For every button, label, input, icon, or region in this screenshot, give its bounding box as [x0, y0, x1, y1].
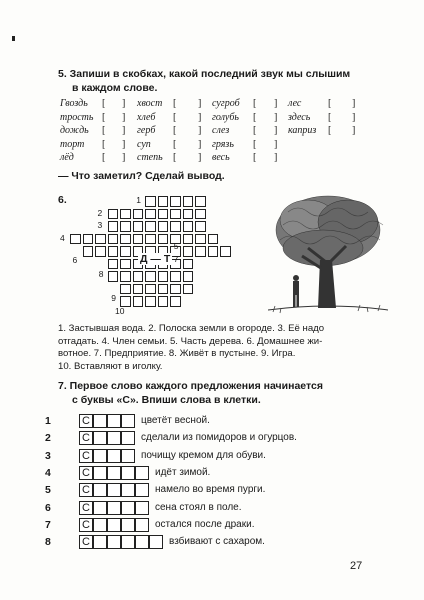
- word-2-1: герб: [137, 125, 156, 136]
- word-1-2: голубь: [212, 111, 239, 123]
- crossword-cell[interactable]: [145, 284, 156, 295]
- crossword-cell[interactable]: [170, 296, 181, 307]
- bracket: [: [173, 98, 177, 109]
- letter-s: С: [82, 501, 90, 514]
- bracket: ]: [198, 98, 202, 109]
- letter-box[interactable]: [107, 518, 121, 532]
- sentence-row: [45, 449, 385, 464]
- crossword-cell[interactable]: [95, 246, 106, 257]
- sentence-number: 5: [45, 484, 51, 497]
- crossword-cell[interactable]: [195, 221, 206, 232]
- word-1-0: трость: [60, 111, 94, 123]
- crossword-number: 3: [97, 220, 103, 230]
- bracket: ]: [198, 111, 202, 123]
- bracket: [: [102, 152, 106, 163]
- letter-box-first[interactable]: [79, 431, 93, 445]
- sentence-text: почищу кремом для обуви.: [141, 449, 266, 461]
- crossword-cell[interactable]: [120, 234, 131, 245]
- crossword-cell[interactable]: [195, 196, 206, 207]
- crossword-cell[interactable]: [120, 221, 131, 232]
- letter-s: С: [82, 415, 90, 427]
- crossword-cell[interactable]: [108, 234, 119, 245]
- crossword-cell[interactable]: [145, 296, 156, 307]
- crossword-cell[interactable]: [170, 271, 181, 282]
- letter-box[interactable]: [107, 501, 121, 515]
- letter-box[interactable]: [135, 501, 149, 515]
- letter-s: С: [82, 449, 90, 462]
- bracket: ]: [198, 125, 202, 136]
- bracket: ]: [352, 125, 356, 136]
- crossword-cell[interactable]: [158, 284, 169, 295]
- bracket: [: [173, 152, 177, 163]
- sentence-number: 8: [45, 536, 51, 549]
- bracket: ]: [122, 138, 126, 150]
- sentence-text: сена стоял в поле.: [155, 501, 242, 513]
- crossword-number: 9: [111, 292, 116, 303]
- crossword-cell[interactable]: [108, 209, 119, 220]
- bracket: [: [328, 111, 332, 123]
- task7-title-line1: 7. Первое слово каждого предложения начинается: [58, 380, 323, 392]
- bracket: ]: [122, 111, 126, 123]
- letter-box[interactable]: [107, 431, 121, 445]
- crossword-number: 2: [97, 207, 103, 218]
- crossword-cell[interactable]: [220, 246, 231, 257]
- letter-box[interactable]: [121, 518, 135, 532]
- sentence-row: [45, 431, 385, 446]
- letter-box[interactable]: [93, 518, 107, 532]
- bracket: ]: [274, 125, 278, 136]
- letter-box[interactable]: [107, 414, 121, 428]
- sentence-text: идёт зимой.: [155, 466, 211, 478]
- letter-box-first[interactable]: [79, 449, 93, 463]
- clue-line: отгадать. 4. Член семьи. 5. Часть дерева. 6. Домашнее жи-: [58, 335, 323, 347]
- bracket: [: [102, 125, 106, 136]
- clue-line: вотное. 7. Предприятие. 8. Живёт в пустыне. 9. Игра.: [58, 348, 296, 359]
- crossword-cell[interactable]: [170, 284, 181, 295]
- bracket: ]: [352, 98, 356, 109]
- letter-box[interactable]: [135, 483, 149, 497]
- word-2-3: каприз: [288, 125, 317, 136]
- crossword-cell[interactable]: [145, 221, 156, 232]
- crossword-cell[interactable]: [133, 209, 144, 220]
- crossword-cell[interactable]: [120, 209, 131, 220]
- word-1-1: хлеб: [137, 111, 156, 123]
- letter-box[interactable]: [107, 535, 121, 549]
- crossword-cell[interactable]: [133, 284, 144, 295]
- bracket: [: [102, 111, 106, 123]
- bracket: ]: [122, 98, 126, 109]
- crossword-cell[interactable]: [195, 246, 206, 257]
- crossword-cell[interactable]: [133, 271, 144, 282]
- crossword-cell[interactable]: [158, 296, 169, 307]
- bracket: [: [253, 138, 257, 150]
- crossword-cell[interactable]: [195, 209, 206, 220]
- crossword-cell[interactable]: [170, 221, 181, 232]
- word-4-0: лёд: [60, 152, 74, 163]
- crossword-cell[interactable]: [158, 196, 169, 207]
- task5-title-line1: 5. Запиши в скобках, какой последний звук мы слышим: [58, 68, 351, 80]
- sentence-text: остался после драки.: [155, 518, 255, 530]
- crossword-cell[interactable]: [108, 271, 119, 282]
- letter-box[interactable]: [107, 483, 121, 497]
- crossword-cell[interactable]: [183, 209, 194, 220]
- sentence-number: 1: [45, 415, 51, 427]
- crossword-cell[interactable]: [158, 209, 169, 220]
- sentence-row: [45, 483, 385, 498]
- bracket: ]: [274, 98, 278, 109]
- crossword-cell[interactable]: [170, 196, 181, 207]
- letter-box-first[interactable]: [79, 535, 93, 549]
- bracket: [: [328, 98, 332, 109]
- crossword-cell[interactable]: [183, 271, 194, 282]
- word-0-0: Гвоздь: [60, 98, 88, 109]
- crossword-cell[interactable]: [120, 259, 131, 270]
- crossword-number: 5: [173, 241, 179, 252]
- word-2-0: дождь: [60, 125, 89, 136]
- letter-box[interactable]: [135, 466, 149, 480]
- crossword-cell[interactable]: [120, 246, 131, 257]
- bracket: ]: [274, 111, 278, 123]
- letter-box-first[interactable]: [79, 466, 93, 480]
- crossword-cell[interactable]: [145, 271, 156, 282]
- sentence-text: сделали из помидоров и огурцов.: [141, 432, 297, 444]
- word-3-0: торт: [60, 138, 85, 150]
- sentence-row: [45, 501, 385, 516]
- bracket: ]: [274, 138, 278, 150]
- crossword-cell[interactable]: [120, 284, 131, 295]
- bracket: [: [253, 98, 257, 109]
- crossword-cell[interactable]: [95, 234, 106, 245]
- task7-title-line2: с буквы «С». Впиши слова в клетки.: [72, 394, 261, 406]
- crossword-cell[interactable]: [145, 234, 156, 245]
- letter-s: С: [82, 466, 90, 479]
- sentence-text: цветёт весной.: [141, 415, 210, 426]
- task6-number: 6.: [58, 194, 67, 206]
- letter-box[interactable]: [121, 466, 135, 480]
- letter-box[interactable]: [121, 449, 135, 463]
- sentence-row: [45, 466, 385, 481]
- crossword-cell[interactable]: [120, 296, 131, 307]
- sentence-number: 7: [45, 518, 51, 531]
- letter-box[interactable]: [93, 466, 107, 480]
- crossword-number: 6: [72, 255, 78, 265]
- crossword-cell[interactable]: [145, 196, 156, 207]
- bracket: [: [102, 138, 106, 150]
- letter-box[interactable]: [121, 414, 135, 428]
- letter-box[interactable]: [107, 449, 121, 463]
- task5-conclusion: — Что заметил? Сделай вывод.: [58, 170, 225, 182]
- crossword-cell[interactable]: [183, 246, 194, 257]
- word-0-2: сугроб: [212, 98, 240, 109]
- clue-line: 1. Застывшая вода. 2. Полоска земли в огороде. 3. Её надо: [58, 323, 325, 334]
- crossword-cell[interactable]: [108, 221, 119, 232]
- crossword-cell[interactable]: [83, 234, 94, 245]
- letter-box[interactable]: [93, 414, 107, 428]
- crossword-cell[interactable]: [183, 196, 194, 207]
- letter-box-first[interactable]: [79, 501, 93, 515]
- crossword-cell[interactable]: [158, 221, 169, 232]
- crossword-cell[interactable]: [208, 246, 219, 257]
- sentence-row: [45, 414, 385, 429]
- word-4-1: степь: [137, 152, 163, 163]
- sentence-number: 2: [45, 432, 51, 445]
- crossword-cell[interactable]: [158, 271, 169, 282]
- sentence-text: намело во время пурги.: [155, 484, 266, 496]
- crossword-cell[interactable]: [133, 296, 144, 307]
- letter-s: С: [82, 536, 90, 549]
- crossword-cell[interactable]: [183, 234, 194, 245]
- crossword-cell[interactable]: [145, 209, 156, 220]
- word-4-2: весь: [212, 152, 230, 163]
- letter-box[interactable]: [93, 483, 107, 497]
- crossword-cell[interactable]: [133, 221, 144, 232]
- crossword-cell[interactable]: [170, 209, 181, 220]
- crossword-cell[interactable]: [133, 234, 144, 245]
- letter-box[interactable]: [121, 483, 135, 497]
- letter-s: С: [82, 518, 90, 531]
- crossword-cell[interactable]: [108, 259, 119, 270]
- bracket: ]: [274, 152, 278, 163]
- bracket: [: [173, 138, 177, 150]
- sentence-row: [45, 535, 385, 550]
- bracket: [: [253, 111, 257, 123]
- task6-clues: [58, 323, 388, 373]
- letter-box[interactable]: [135, 535, 149, 549]
- word-0-3: лес: [288, 98, 302, 109]
- bracket: ]: [198, 138, 202, 150]
- letter-box[interactable]: [121, 501, 135, 515]
- crossword-cell[interactable]: [183, 284, 194, 295]
- bracket: ]: [122, 152, 126, 163]
- letter-box[interactable]: [135, 518, 149, 532]
- letter-box-first[interactable]: [79, 414, 93, 428]
- letter-box[interactable]: [149, 535, 163, 549]
- letter-box[interactable]: [93, 449, 107, 463]
- letter-box[interactable]: [107, 466, 121, 480]
- sentence-row: [45, 518, 385, 533]
- bracket: [: [253, 152, 257, 163]
- letter-box[interactable]: [121, 431, 135, 445]
- letter-s: С: [82, 484, 90, 497]
- crossword-cell[interactable]: [195, 234, 206, 245]
- letter-s: С: [82, 432, 90, 445]
- sentence-number: 3: [45, 449, 51, 462]
- crossword-cell[interactable]: [70, 234, 81, 245]
- task5-title-line2: в каждом слове.: [72, 82, 158, 94]
- page-number: 27: [350, 560, 363, 572]
- bracket: [: [253, 125, 257, 136]
- word-3-1: суп: [137, 138, 151, 150]
- sentence-number: 4: [45, 466, 51, 479]
- letter-box-first[interactable]: [79, 518, 93, 532]
- crossword-number: 4: [60, 232, 65, 243]
- bracket: ]: [122, 125, 126, 136]
- letter-box[interactable]: [93, 501, 107, 515]
- word-2-2: слез: [212, 125, 230, 136]
- sentence-text: взбивают с сахаром.: [169, 536, 265, 548]
- sentence-number: 6: [45, 501, 51, 514]
- word-0-1: хвост: [137, 98, 163, 109]
- crossword-center-letters: Д — Т: [140, 253, 171, 265]
- crossword-cell[interactable]: [158, 234, 169, 245]
- crossword-number: 10: [115, 306, 125, 317]
- bracket: ]: [352, 111, 356, 123]
- word-1-3: здесь: [288, 111, 311, 123]
- letter-box-first[interactable]: [79, 483, 93, 497]
- crossword-number: 1: [136, 195, 141, 205]
- crossword-number: 7: [173, 253, 179, 264]
- clue-line: 10. Вставляют в иголку.: [58, 360, 163, 372]
- crossword-cell[interactable]: [208, 234, 219, 245]
- letter-box[interactable]: [93, 535, 107, 549]
- bracket: ]: [198, 152, 202, 163]
- bracket: [: [102, 98, 106, 109]
- crossword-cell[interactable]: [108, 246, 119, 257]
- bracket: [: [328, 125, 332, 136]
- crossword-cell[interactable]: [120, 271, 131, 282]
- crossword-cell[interactable]: [183, 259, 194, 270]
- bracket: [: [173, 125, 177, 136]
- letter-box[interactable]: [93, 431, 107, 445]
- bracket: [: [173, 111, 177, 123]
- letter-box[interactable]: [121, 535, 135, 549]
- tree-illustration: [268, 190, 388, 320]
- crossword-cell[interactable]: [183, 221, 194, 232]
- word-3-2: грязь: [212, 138, 234, 150]
- crossword-number: 8: [98, 268, 104, 279]
- crossword-cell[interactable]: [83, 246, 94, 257]
